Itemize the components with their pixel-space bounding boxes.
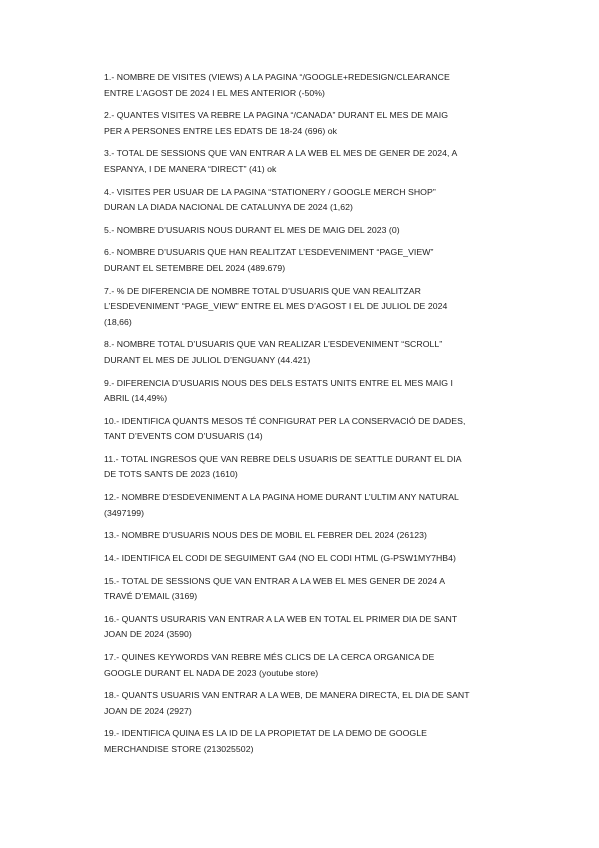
list-item-text-line: ENTRE L’AGOST DE 2024 I EL MES ANTERIOR (-50%) <box>104 87 325 98</box>
list-item-text-line: 10.- IDENTIFICA QUANTS MESOS TÉ CONFIGURAT PER LA CONSERVACIÓ DE DADES, <box>104 415 466 426</box>
list-item <box>104 688 524 719</box>
list-item-text-line: (3497199) <box>104 507 145 518</box>
list-item-text-line: 12.- NOMBRE D’ESDEVENIMENT A LA PAGINA HOME DURANT L’ULTIM ANY NATURAL <box>104 492 459 503</box>
list-item-text-line: 9.- DIFERENCIA D’USUARIS NOUS DES DELS ESTATS UNITS ENTRE EL MES MAIG I <box>104 377 454 388</box>
list-item-text-line: ESPANYA, I DE MANERA “DIRECT” (41) ok <box>104 163 277 174</box>
list-item-text-line: 11.- TOTAL INGRESOS QUE VAN REBRE DELS USUARIS DE SEATTLE DURANT EL DIA <box>104 453 462 464</box>
list-item-text-line: GOOGLE DURANT EL NADA DE 2023 (youtube store) <box>104 667 319 678</box>
list-item-text-line: TRAVÉ D’EMAIL (3169) <box>104 591 198 602</box>
list-item-text-line: 13.- NOMBRE D’USUARIS NOUS DES DE MOBIL EL FEBRER DEL 2024 (26123) <box>104 530 427 541</box>
list-item <box>104 650 524 681</box>
list-item-text-line: DURANT EL MES DE JULIOL D’ENGUANY (44.421) <box>104 354 311 365</box>
list-item <box>104 528 524 544</box>
list-item-text-line: 8.- NOMBRE TOTAL D’USUARIS QUE VAN REALIZAR L’ESDEVENIMENT “SCROLL” <box>104 339 443 350</box>
list-item-text-line: 17.- QUINES KEYWORDS VAN REBRE MÉS CLICS DE LA CERCA ORGANICA DE <box>104 652 435 662</box>
list-item-text-line: 19.- IDENTIFICA QUINA ES LA ID DE LA PROPIETAT DE LA DEMO DE GOOGLE <box>104 728 427 739</box>
list-item-text-line: PER A PERSONES ENTRE LES EDATS DE 18-24 (696) ok <box>104 125 338 136</box>
list-item <box>104 70 524 101</box>
list-item-text-line: MERCHANDISE STORE (213025502) <box>104 743 254 754</box>
list-item-text-line: L’ESDEVENIMENT “PAGE_VIEW” ENTRE EL MES D’AGOST I EL DE JULIOL DE 2024 <box>104 301 448 312</box>
list-item-text-line: DURANT EL SETEMBRE DEL 2024 (489.679) <box>104 262 286 273</box>
list-item-text-line: 16.- QUANTS USURARIS VAN ENTRAR A LA WEB EN TOTAL EL PRIMER DIA DE SANT <box>104 613 458 624</box>
list-item <box>104 146 524 177</box>
list-item <box>104 376 524 407</box>
list-item <box>104 551 524 567</box>
list-item-text-line: 6.- NOMBRE D’USUARIS QUE HAN REALITZAT L’ESDEVENIMENT “PAGE_VIEW” <box>104 247 434 258</box>
list-item <box>104 574 524 605</box>
list-item <box>104 245 524 276</box>
list-item-text-line: (18,66) <box>104 316 132 327</box>
list-item-text-line: 4.- VISITES PER USUAR DE LA PAGINA “STATIONERY / GOOGLE MERCH SHOP” <box>104 186 436 197</box>
list-item <box>104 284 524 331</box>
list-item <box>104 490 524 521</box>
list-item-text-line: 14.- IDENTIFICA EL CODI DE SEGUIMENT GA4 (NO EL CODI HTML (G-PSW1MY7HB4) <box>104 552 456 563</box>
list-item <box>104 108 524 139</box>
list-item <box>104 185 524 216</box>
list-item <box>104 414 524 445</box>
list-item-text-line: DE TOTS SANTS DE 2023 (1610) <box>104 469 238 480</box>
list-item-text-line: TANT D’EVENTS COM D’USUARIS (14) <box>104 431 263 442</box>
list-item <box>104 452 524 483</box>
list-item-text-line: 18.- QUANTS USUARIS VAN ENTRAR A LA WEB, DE MANERA DIRECTA, EL DIA DE SANT <box>104 690 470 701</box>
list-item-text-line: JOAN DE 2024 (2927) <box>104 705 192 716</box>
list-item-text-line: JOAN DE 2024 (3590) <box>104 629 192 640</box>
list-item-text-line: 15.- TOTAL DE SESSIONS QUE VAN ENTRAR A LA WEB EL MES GENER DE 2024 A <box>104 575 446 586</box>
list-item-text-line: 2.- QUANTES VISITES VA REBRE LA PAGINA “/CANADA” DURANT EL MES DE MAIG <box>104 110 448 121</box>
list-item <box>104 223 524 239</box>
list-item <box>104 612 524 643</box>
question-list <box>104 70 524 765</box>
list-item-text-line: 5.- NOMBRE D’USUARIS NOUS DURANT EL MES DE MAIG DEL 2023 (0) <box>104 224 400 235</box>
list-item-text-line: 1.- NOMBRE DE VISITES (VIEWS) A LA PAGINA “/GOOGLE+REDESIGN/CLEARANCE <box>104 72 450 82</box>
list-item-text-line: 3.- TOTAL DE SESSIONS QUE VAN ENTRAR A LA WEB EL MES DE GENER DE 2024, A <box>104 148 458 159</box>
list-item <box>104 726 524 757</box>
list-item-text-line: ABRIL (14,49%) <box>104 393 168 403</box>
list-item-text-line: 7.- % DE DIFERENCIA DE NOMBRE TOTAL D’USUARIS QUE VAN REALITZAR <box>104 285 421 296</box>
list-item-text-line: DURAN LA DIADA NACIONAL DE CATALUNYA DE 2024 (1,62) <box>104 202 353 213</box>
list-item <box>104 337 524 368</box>
